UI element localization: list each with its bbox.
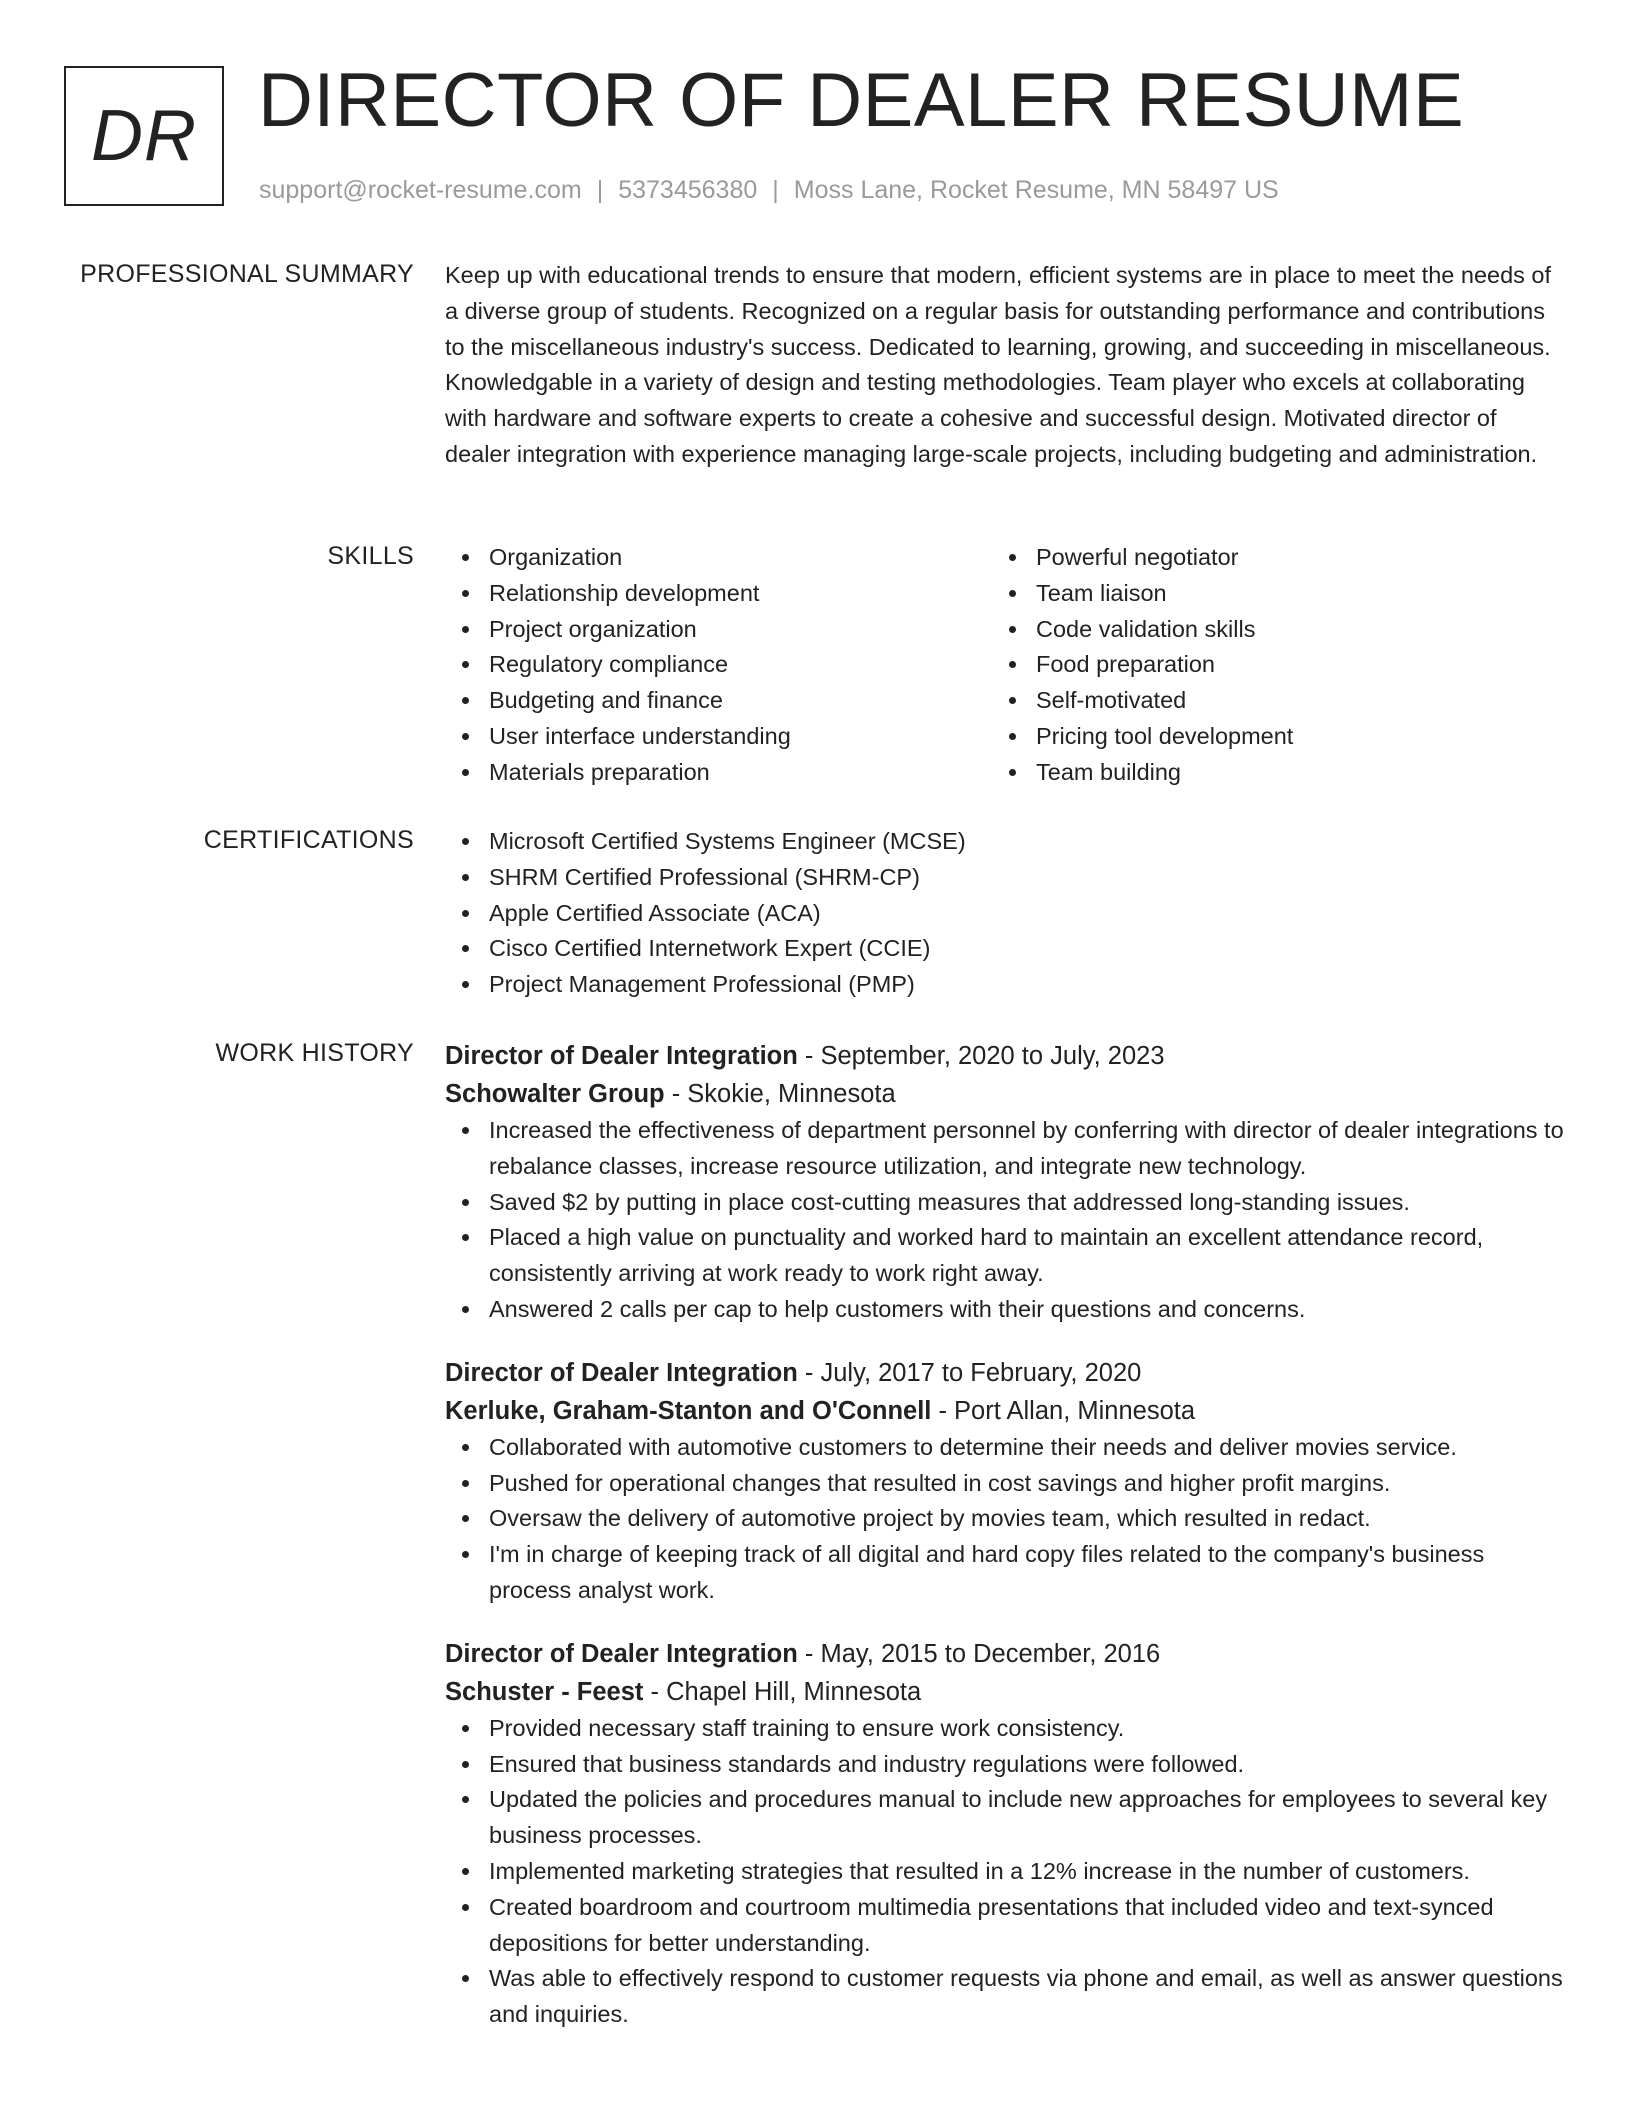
summary-text: Keep up with educational trends to ensure that modern, efficient systems are in place to meet the needs of a diverse group of students. Recognized on a regular basis for outstanding performance and contributions to the miscellaneous industry's success. Dedicated to learning, growing, and succeeding in miscellaneous. Knowledgable in a variety of design and testing methodologies. Team player who excels at collaborating with hardware and software experts to create a cohesive and successful design. Motivated director of dealer integration with experience managing large-scale projects, including budgeting and administration. [445, 262, 1552, 467]
job-bullet: Increased the effectiveness of department personnel by conferring with director of dealer integrations to rebalance classes, increase resource utilization, and integrate new technology. [445, 1113, 1565, 1185]
skill-item: Budgeting and finance [445, 683, 992, 719]
job-company: Schowalter Group [445, 1080, 665, 1108]
job-bullet: Ensured that business standards and industry regulations were followed. [445, 1747, 1565, 1783]
skill-item: Self-motivated [992, 683, 1539, 719]
job-bullet: Saved $2 by putting in place cost-cutting measures that addressed long-standing issues. [445, 1185, 1565, 1221]
job-title-line [445, 1354, 1565, 1392]
job-title: Director of Dealer Integration [445, 1042, 798, 1070]
job-bullets [445, 1711, 1565, 2033]
summary-body [445, 258, 1565, 473]
certifications-heading: CERTIFICATIONS [203, 826, 414, 854]
skill-item: Team building [992, 755, 1539, 791]
certification-item: SHRM Certified Professional (SHRM-CP) [445, 860, 1565, 896]
job-entry [445, 1354, 1565, 1609]
job-title: Director of Dealer Integration [445, 1639, 798, 1668]
skill-item: Organization [445, 540, 992, 576]
job-title: Director of Dealer Integration [445, 1358, 798, 1387]
job-bullets [445, 1113, 1565, 1328]
job-dates: - September, 2020 to July, 2023 [797, 1042, 1165, 1070]
skill-item: User interface understanding [445, 719, 992, 755]
summary-heading: PROFESSIONAL SUMMARY [80, 260, 414, 288]
job-title-line [445, 1037, 1565, 1075]
contact-separator: | [596, 176, 604, 204]
job-company-line [445, 1075, 1565, 1113]
certification-item: Apple Certified Associate (ACA) [445, 896, 1565, 932]
contact-phone[interactable]: 5373456380 [618, 176, 758, 204]
job-bullet: Updated the policies and procedures manual to include new approaches for employees to several key business processes. [445, 1782, 1565, 1854]
work-history-body [445, 1037, 1565, 2059]
skills-list-left [445, 540, 992, 791]
job-bullet: Implemented marketing strategies that resulted in a 12% increase in the number of customers. [445, 1854, 1565, 1890]
job-company: Schuster - Feest [445, 1677, 644, 1706]
job-dates: - July, 2017 to February, 2020 [797, 1358, 1142, 1387]
certification-item: Cisco Certified Internetwork Expert (CCIE) [445, 931, 1565, 967]
resume-title: DIRECTOR OF DEALER RESUME [258, 58, 1465, 143]
job-location: - Skokie, Minnesota [664, 1080, 896, 1108]
contact-separator: | [772, 176, 779, 204]
job-bullet: Placed a high value on punctuality and worked hard to maintain an excellent attendance record, consistently arriving at work ready to work right away. [445, 1220, 1565, 1292]
skills-heading: SKILLS [327, 542, 414, 570]
job-bullet: Pushed for operational changes that resulted in cost savings and higher profit margins. [445, 1466, 1565, 1502]
job-bullet: Created boardroom and courtroom multimedia presentations that included video and text-synced depositions for better understanding. [445, 1890, 1565, 1962]
certification-item: Project Management Professional (PMP) [445, 967, 1565, 1003]
skill-item: Relationship development [445, 576, 992, 612]
job-entry [445, 1037, 1565, 1328]
job-bullet: Answered 2 calls per cap to help customers with their questions and concerns. [445, 1292, 1565, 1328]
skill-item: Pricing tool development [992, 719, 1539, 755]
monogram-initials: DR [91, 96, 197, 176]
job-location: - Chapel Hill, Minnesota [643, 1677, 922, 1706]
certifications-list [445, 824, 1565, 1003]
skill-item: Regulatory compliance [445, 647, 992, 683]
contact-address: Moss Lane, Rocket Resume, MN 58497 US [793, 176, 1279, 204]
job-bullet: Oversaw the delivery of automotive project by movies team, which resulted in redact. [445, 1501, 1565, 1537]
job-bullet: Was able to effectively respond to customer requests via phone and email, as well as answer questions and inquiries. [445, 1961, 1565, 2033]
skill-item: Materials preparation [445, 755, 992, 791]
skills-body [445, 540, 1565, 791]
work-history-heading: WORK HISTORY [215, 1039, 414, 1067]
skills-list-right [992, 540, 1539, 791]
skill-item: Powerful negotiator [992, 540, 1539, 576]
certification-item: Microsoft Certified Systems Engineer (MCSE) [445, 824, 1565, 860]
job-entry [445, 1635, 1565, 2033]
job-dates: - May, 2015 to December, 2016 [797, 1639, 1161, 1668]
job-bullets [445, 1430, 1565, 1609]
job-location: - Port Allan, Minnesota [931, 1396, 1196, 1425]
job-bullet: Provided necessary staff training to ensure work consistency. [445, 1711, 1565, 1747]
monogram-box [64, 66, 224, 206]
skill-item: Team liaison [992, 576, 1539, 612]
skill-item: Code validation skills [992, 612, 1539, 648]
skill-item: Food preparation [992, 647, 1539, 683]
job-bullet: Collaborated with automotive customers to determine their needs and deliver movies service. [445, 1430, 1565, 1466]
job-company: Kerluke, Graham-Stanton and O'Connell [445, 1396, 932, 1425]
job-company-line [445, 1673, 1565, 1711]
job-company-line [445, 1392, 1565, 1430]
job-bullet: I'm in charge of keeping track of all digital and hard copy files related to the company's business process analyst work. [445, 1537, 1565, 1609]
certifications-body [445, 824, 1565, 1003]
job-title-line [445, 1635, 1565, 1673]
contact-line [259, 174, 1279, 206]
contact-email[interactable]: support@rocket-resume.com [259, 176, 582, 204]
skill-item: Project organization [445, 612, 992, 648]
